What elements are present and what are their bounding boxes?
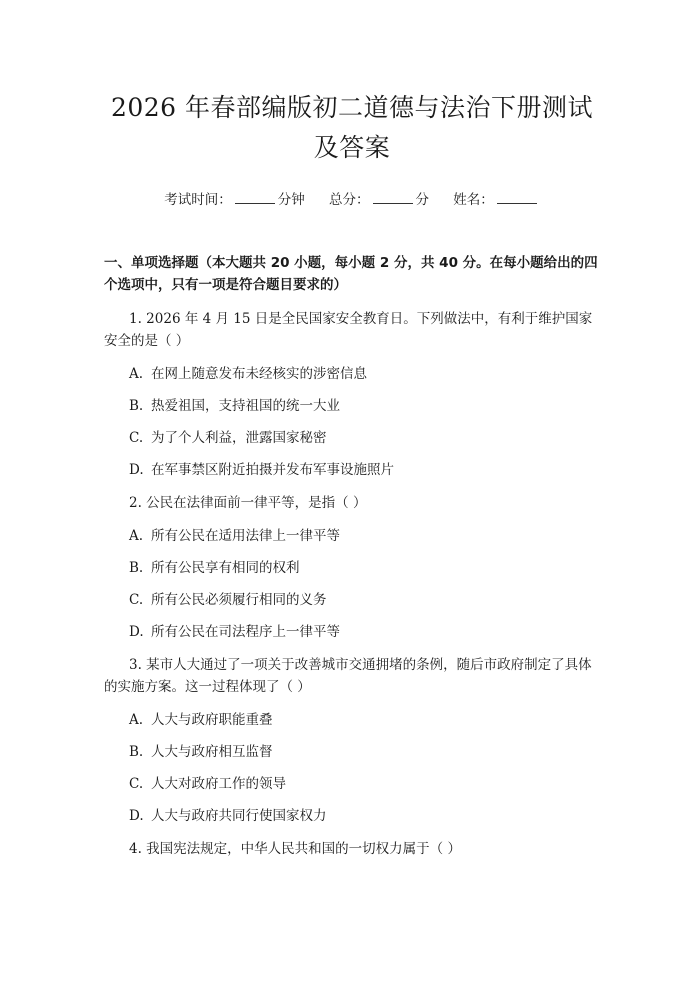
option-letter: C.: [129, 776, 144, 792]
option-text: 人大与政府职能重叠: [151, 712, 273, 728]
option-letter: B.: [129, 398, 144, 414]
question-stem: 2. 公民在法律面前一律平等，是指（ ）: [129, 495, 367, 511]
option-a: [104, 710, 600, 730]
document-title: 2026 年春部编版初二道德与法治下册测试及答案: [110, 93, 594, 162]
option-text: 所有公民享有相同的权利: [151, 560, 300, 576]
option-d: [104, 622, 600, 642]
option-text: 在网上随意发布未经核实的涉密信息: [151, 366, 367, 382]
option-c: [104, 774, 600, 794]
student-name-label: 姓名：: [453, 192, 494, 208]
question-stem: 3. 某市人大通过了一项关于改善城市交通拥堵的条例，随后市政府制定了具体的实施方案。这一过程体现了（ ）: [104, 657, 592, 695]
question-2: [104, 492, 600, 642]
option-b: [104, 558, 600, 578]
option-letter: C.: [129, 592, 144, 608]
option-a: [104, 364, 600, 384]
option-c: [104, 428, 600, 448]
option-letter: B.: [129, 744, 144, 760]
option-letter: A.: [129, 712, 144, 728]
option-letter: D.: [129, 624, 144, 640]
student-name-blank: [497, 190, 537, 204]
exam-time-unit: 分钟: [277, 192, 305, 208]
option-d: [104, 806, 600, 826]
option-text: 为了个人利益，泄露国家秘密: [151, 430, 327, 446]
question-1: [104, 308, 600, 480]
option-text: 人大与政府相互监督: [151, 744, 273, 760]
option-letter: A.: [129, 366, 144, 382]
option-text: 在军事禁区附近拍摄并发布军事设施照片: [151, 462, 394, 478]
option-c: [104, 590, 600, 610]
total-score-label: 总分：: [329, 192, 370, 208]
total-score-field: [329, 190, 429, 210]
option-text: 所有公民在司法程序上一律平等: [151, 624, 340, 640]
question-3: [104, 654, 600, 826]
option-letter: C.: [129, 430, 144, 446]
student-name-field: [453, 190, 540, 210]
total-score-unit: 分: [415, 192, 429, 208]
option-letter: B.: [129, 560, 144, 576]
option-letter: D.: [129, 808, 144, 824]
option-text: 所有公民必须履行相同的义务: [151, 592, 327, 608]
option-text: 人大对政府工作的领导: [151, 776, 286, 792]
option-letter: D.: [129, 462, 144, 478]
option-b: [104, 742, 600, 762]
exam-time-label: 考试时间：: [164, 192, 232, 208]
exam-time-blank: [235, 190, 275, 204]
total-score-blank: [373, 190, 413, 204]
section-heading: 一、单项选择题（本大题共 20 小题，每小题 2 分，共 40 分。在每小题给出的四个选项中，只有一项是符合题目要求的）: [104, 255, 598, 293]
option-letter: A.: [129, 528, 144, 544]
exam-time-field: [164, 190, 305, 210]
option-text: 人大与政府共同行使国家权力: [151, 808, 327, 824]
option-d: [104, 460, 600, 480]
question-stem: 1. 2026 年 4 月 15 日是全民国家安全教育日。下列做法中，有利于维护国家安全的是（ ）: [104, 311, 593, 349]
option-text: 热爱祖国，支持祖国的统一大业: [151, 398, 340, 414]
option-b: [104, 396, 600, 416]
question-4: [104, 838, 600, 860]
option-a: [104, 526, 600, 546]
question-stem: 4. 我国宪法规定，中华人民共和国的一切权力属于（ ）: [129, 841, 461, 857]
exam-page: [0, 88, 700, 993]
exam-info-row: [104, 190, 600, 210]
option-text: 所有公民在适用法律上一律平等: [151, 528, 340, 544]
